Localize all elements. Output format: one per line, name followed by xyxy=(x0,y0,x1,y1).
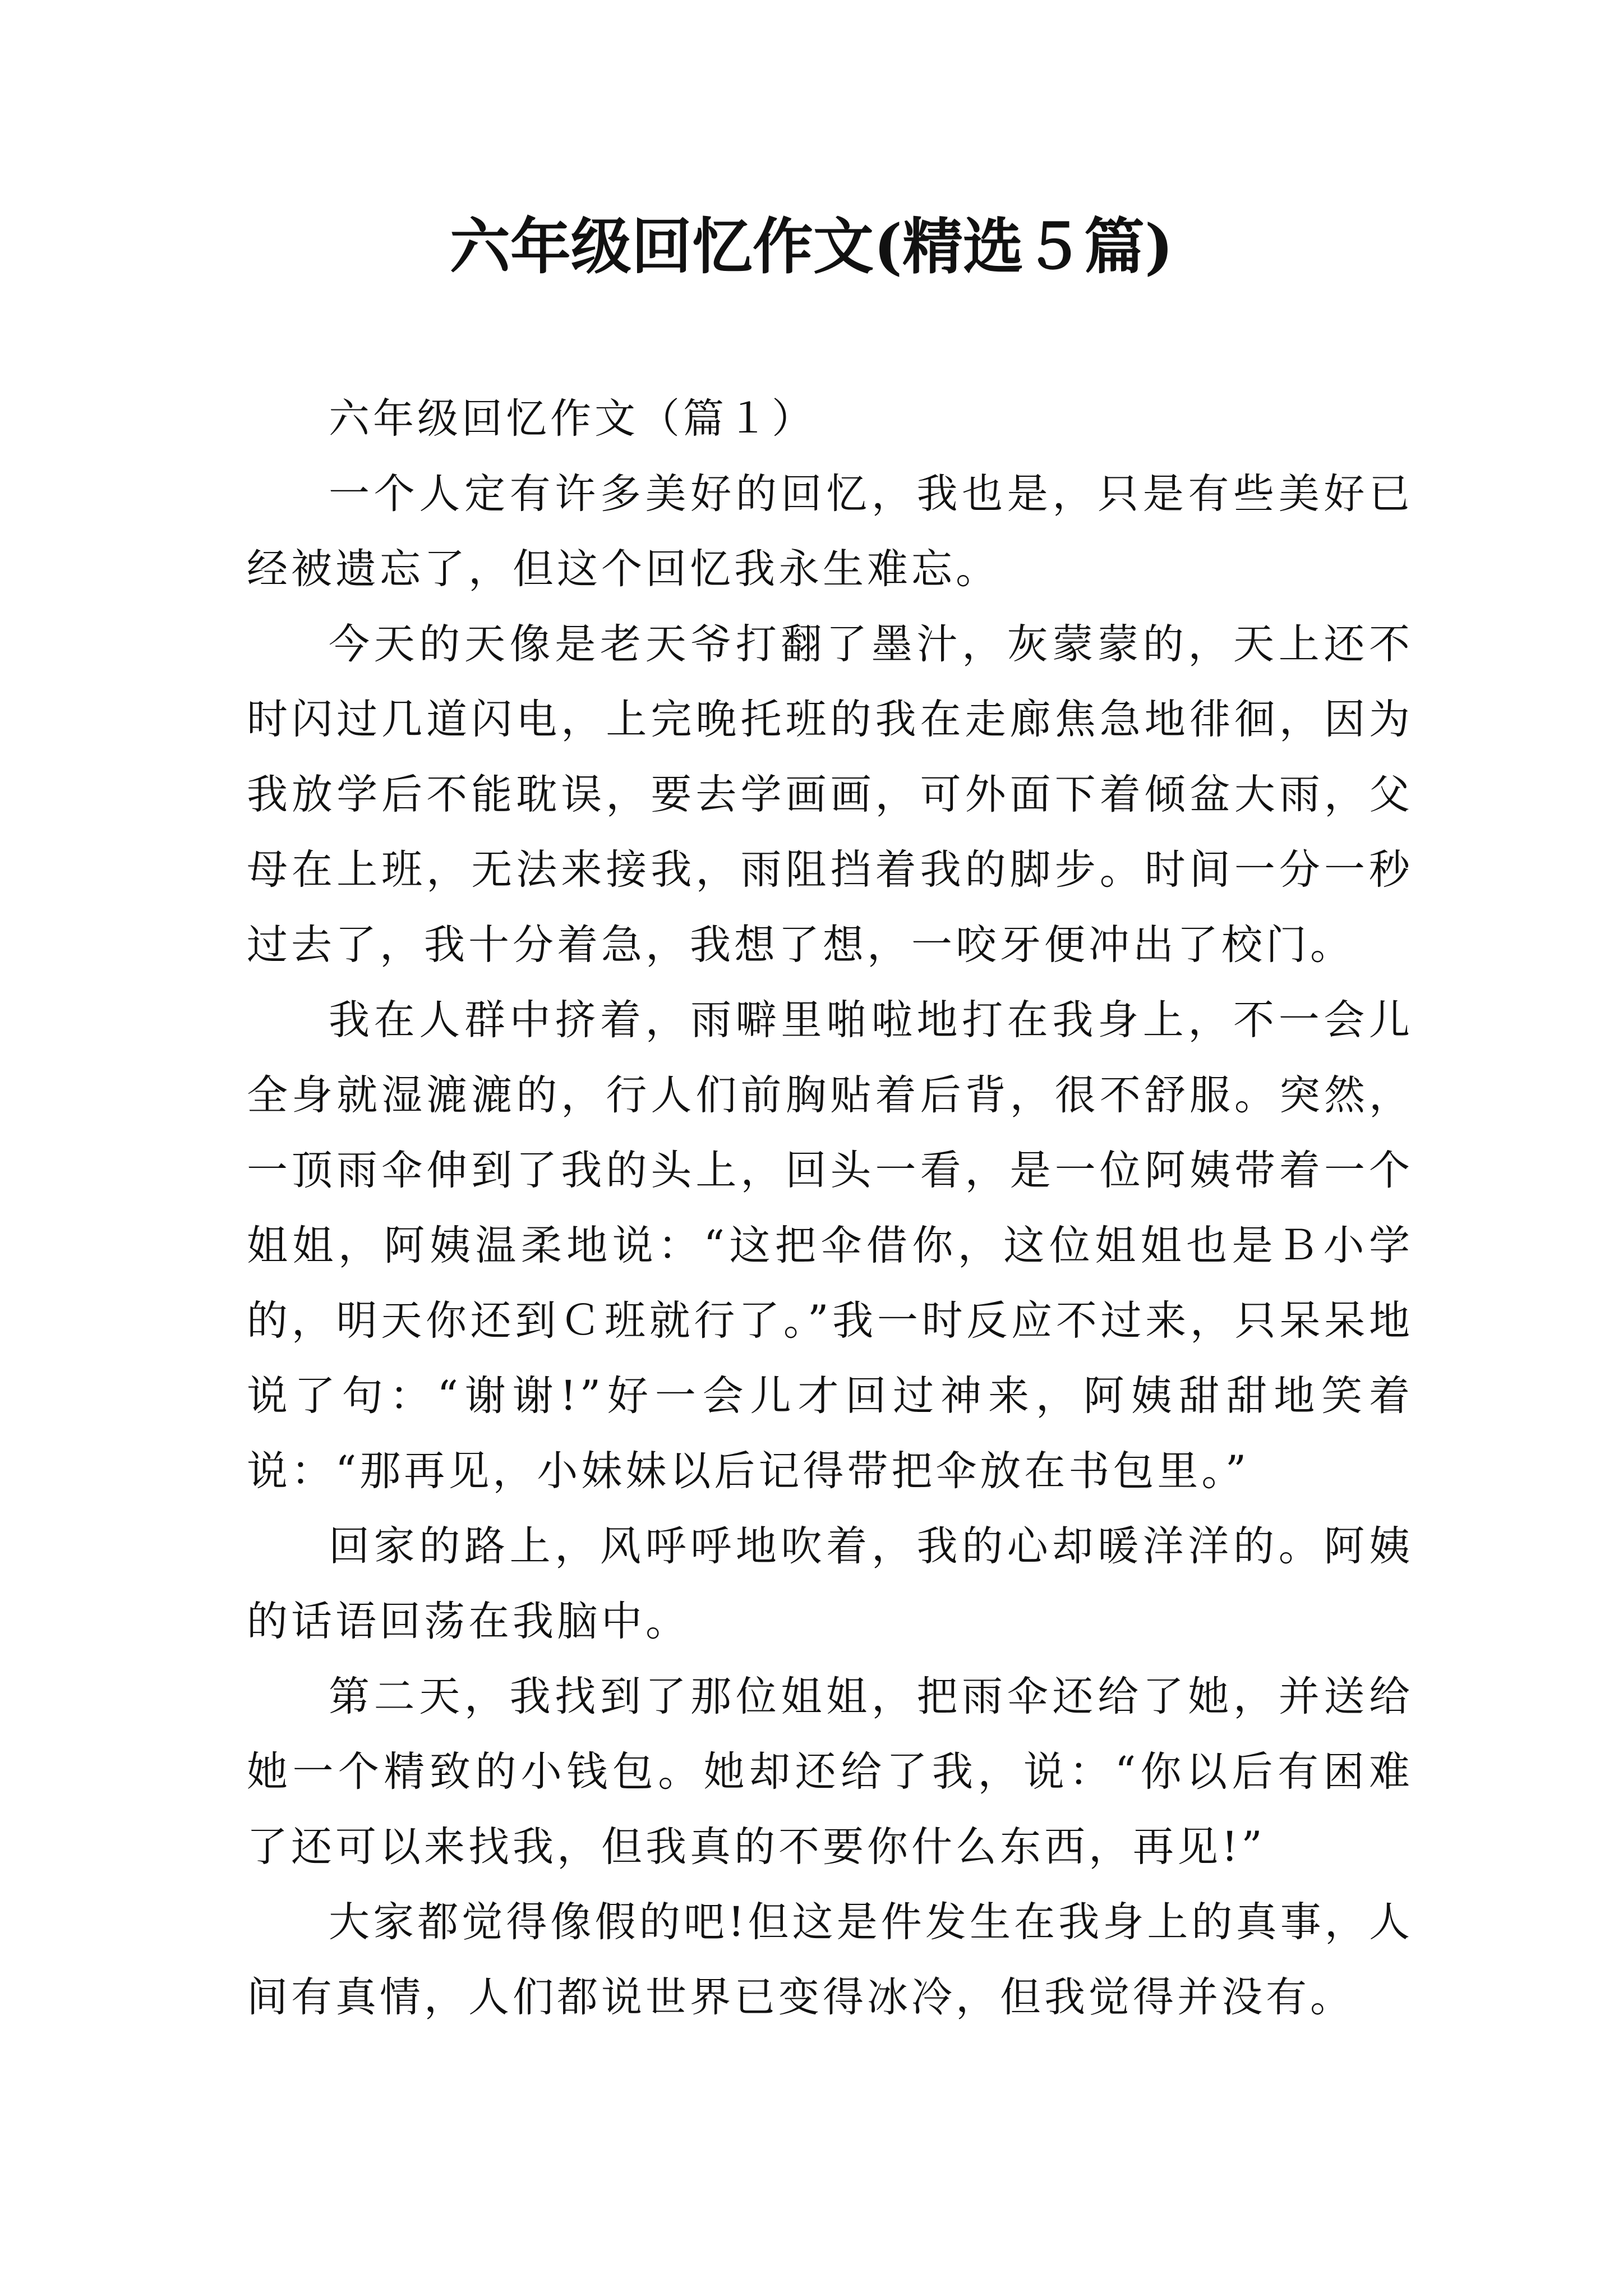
paragraph-4: 回家的路上，风呼呼地吹着，我的心却暖洋洋的。阿姨的话语回荡在我脑中。 xyxy=(247,1522,1413,1645)
paragraph-6: 大家都觉得像假的吧!但这是件发生在我身上的真事，人间有真情，人们都说世界已变得冰冷，但我觉得并没有。 xyxy=(247,1898,1413,2021)
paragraph-3: 我在人群中挤着，雨噼里啪啦地打在我身上，不一会儿全身就湿漉漉的，行人们前胸贴着后背，很不舒服。突然，一顶雨伞伸到了我的头上，回头一看，是一位阿姨带着一个姐姐，阿姨温柔地说：“这把伞借你，这位姐姐也是Ｂ小学的，明天你还到Ｃ班就行了。”我一时反应不过来，只呆呆地说了句：“谢谢!”好一会儿才回过神来，阿姨甜甜地笑着说：“那再见，小妹妹以后记得带把伞放在书包里。” xyxy=(247,996,1413,1495)
document-body xyxy=(247,381,1413,2035)
paragraph-2: 今天的天像是老天爷打翻了墨汁，灰蒙蒙的，天上还不时闪过几道闪电，上完晚托班的我在走廊焦急地徘徊，因为我放学后不能耽误，要去学画画，可外面下着倾盆大雨，父母在上班，无法来接我，雨阻挡着我的脚步。时间一分一秒过去了，我十分着急，我想了想，一咬牙便冲出了校门。 xyxy=(247,620,1413,969)
paragraph-5: 第二天，我找到了那位姐姐，把雨伞还给了她，并送给她一个精致的小钱包。她却还给了我，说：“你以后有困难了还可以来找我，但我真的不要你什么东西，再见!” xyxy=(247,1673,1413,1871)
document-title: 六年级回忆作文(精选５篇) xyxy=(449,211,1174,282)
paragraph-1: 一个人定有许多美好的回忆，我也是，只是有些美好已经被遗忘了，但这个回忆我永生难忘。 xyxy=(247,470,1413,593)
section-heading: 六年级回忆作文（篇１） xyxy=(329,395,816,443)
